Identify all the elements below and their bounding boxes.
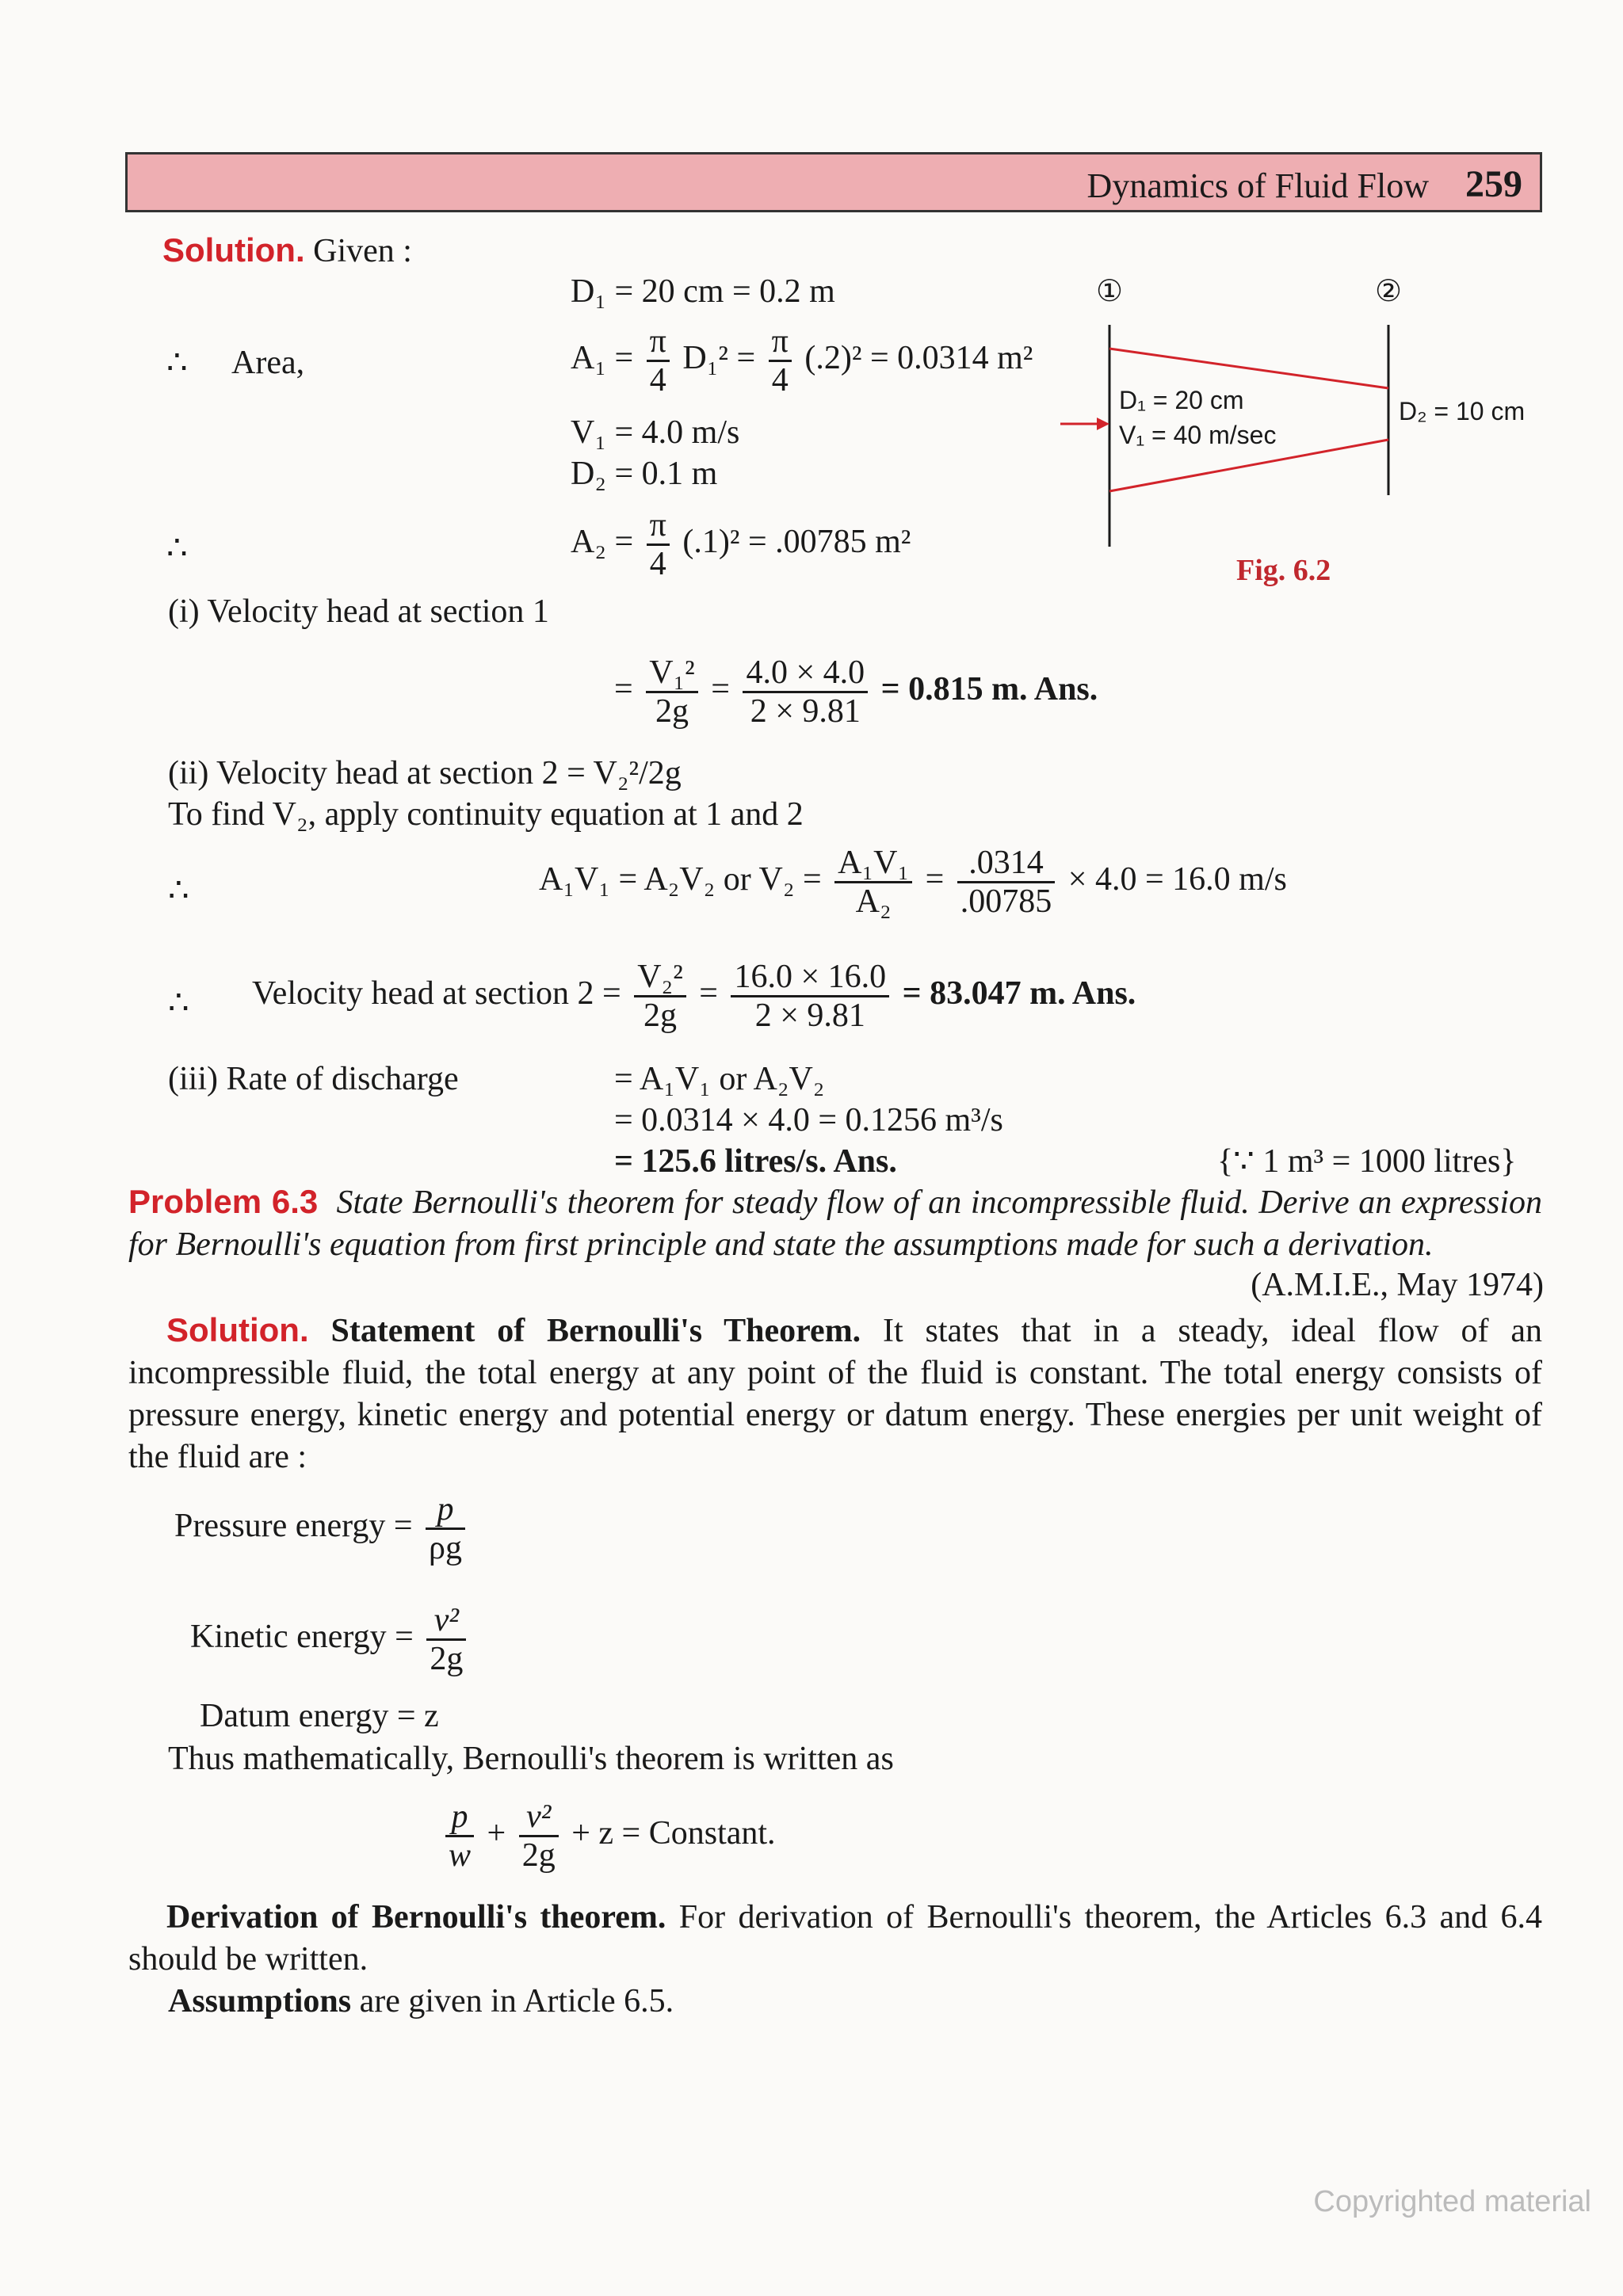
d2-equation: D₂ = 0.1 m xyxy=(571,456,718,492)
continuity-equation: A₁V₁ = A₂V₂ or V₂ = $\frac{\text{A₁V₁}}{\text{A₂}}$ = $\frac{.0314}{.00785}$ × 4.0 = 16.0 m/s xyxy=(539,845,1287,920)
discharge-line-3: = 125.6 litres/s. Ans. xyxy=(614,1143,897,1180)
chapter-title: Dynamics of Fluid Flow xyxy=(1086,166,1429,205)
v1-label: V₁ = 40 m/sec xyxy=(1119,421,1277,449)
pipe-diagram xyxy=(1046,269,1553,602)
therefore-symbol: ∴ xyxy=(166,345,188,381)
bernoulli-statement xyxy=(128,1309,1542,1478)
d1-label: D₁ = 20 cm xyxy=(1119,386,1244,414)
solution-heading: Solution. xyxy=(162,231,305,269)
kinetic-energy: Kinetic energy = $\frac{\text{v²}}{2g}$ xyxy=(190,1602,471,1677)
pressure-energy: Pressure energy = $\frac{p}{\rho g}$ xyxy=(174,1491,470,1566)
derivation-title: Derivation of Bernoulli's theorem. xyxy=(166,1899,666,1936)
a1-equation: A₁ = $\frac{\pi}{4}$ D₁² = $\frac{\pi}{4}$ (.2)² = 0.0314 m² xyxy=(571,323,1033,399)
assumptions-title: Assumptions xyxy=(168,1983,352,2019)
part-i-label: (i) Velocity head at section 1 xyxy=(168,593,549,630)
part-ii-label: (ii) Velocity head at section 2 = V₂²/2g xyxy=(168,755,682,791)
therefore-symbol: ∴ xyxy=(168,985,189,1021)
flow-arrow-head xyxy=(1097,418,1109,430)
solution-line xyxy=(162,230,412,272)
area-label: Area, xyxy=(231,345,305,381)
derivation-paragraph xyxy=(128,1897,1542,1981)
litres-note: {∵ 1 m³ = 1000 litres} xyxy=(1217,1143,1517,1180)
velocity-head-2-equation: Velocity head at section 2 = $\frac{\text{V₂²}}{2g}$ = $\frac{16.0 \times 16.0}{2 \times 9.81}$ = 83.047 m. Ans. xyxy=(252,959,1136,1034)
discharge-line-2: = 0.0314 × 4.0 = 0.1256 m³/s xyxy=(614,1102,1003,1138)
section2-marker: ② xyxy=(1374,273,1403,308)
statement-title: Statement of Bernoulli's Theorem. xyxy=(330,1313,861,1349)
derivation-text: For derivation of Bernoulli's theorem, the Articles 6.3 and 6.4 should be written. xyxy=(128,1899,1542,1978)
solution-heading: Solution. xyxy=(166,1311,309,1348)
page-number: 259 xyxy=(1465,163,1522,205)
assumptions-line xyxy=(168,1981,674,2022)
section1-marker: ① xyxy=(1095,273,1124,308)
pipe-top-wall xyxy=(1109,349,1388,388)
running-header xyxy=(125,152,1542,212)
part-i-equation: = $\frac{\text{V₁²}}{2g}$ = $\frac{4.0 \times 4.0}{2 \times 9.81}$ = 0.815 m. Ans. xyxy=(614,654,1098,730)
discharge-line-1: = A₁V₁ or A₂V₂ xyxy=(614,1061,825,1097)
copyright-watermark: Copyrighted material xyxy=(1313,2185,1591,2218)
therefore-symbol: ∴ xyxy=(168,872,189,909)
problem-source: (A.M.I.E., May 1974) xyxy=(1251,1267,1544,1303)
thus-text: Thus mathematically, Bernoulli's theorem is written as xyxy=(168,1741,894,1777)
v1-equation: V₁ = 4.0 m/s xyxy=(571,414,740,451)
continuity-note: To find V₂, apply continuity equation at 1 and 2 xyxy=(168,796,804,833)
bernoulli-equation: $\frac{p}{w}$ + $\frac{\text{v²}}{2g}$ + z = Constant. xyxy=(441,1798,776,1874)
given-label: Given : xyxy=(313,233,412,269)
therefore-symbol: ∴ xyxy=(166,530,188,566)
statement-text: It states that in a steady, ideal flow of an incompressible fluid, the total energy at any point of the fluid is constant. The total energy consists of pressure energy, kinetic energy and potential energy or datum energy. These energies per unit weight of the fluid are : xyxy=(128,1313,1543,1475)
d2-label: D₂ = 10 cm xyxy=(1399,397,1526,425)
d1-equation: D₁ = 20 cm = 0.2 m xyxy=(571,273,835,310)
part-iii-label: (iii) Rate of discharge xyxy=(168,1061,459,1097)
problem-heading: Problem 6.3 xyxy=(128,1183,319,1220)
datum-energy: Datum energy = z xyxy=(200,1698,439,1734)
problem-statement xyxy=(128,1180,1542,1266)
a2-equation: A₂ = $\frac{\pi}{4}$ (.1)² = .00785 m² xyxy=(571,507,911,582)
problem-text: State Bernoulli's theorem for steady flow of an incompressible fluid. Derive an expression for Bernoulli's equation from first principle and state the assumptions made for such a derivation. xyxy=(128,1184,1542,1263)
figure-caption: Fig. 6.2 xyxy=(1236,554,1331,587)
assumptions-text: are given in Article 6.5. xyxy=(359,1983,674,2019)
